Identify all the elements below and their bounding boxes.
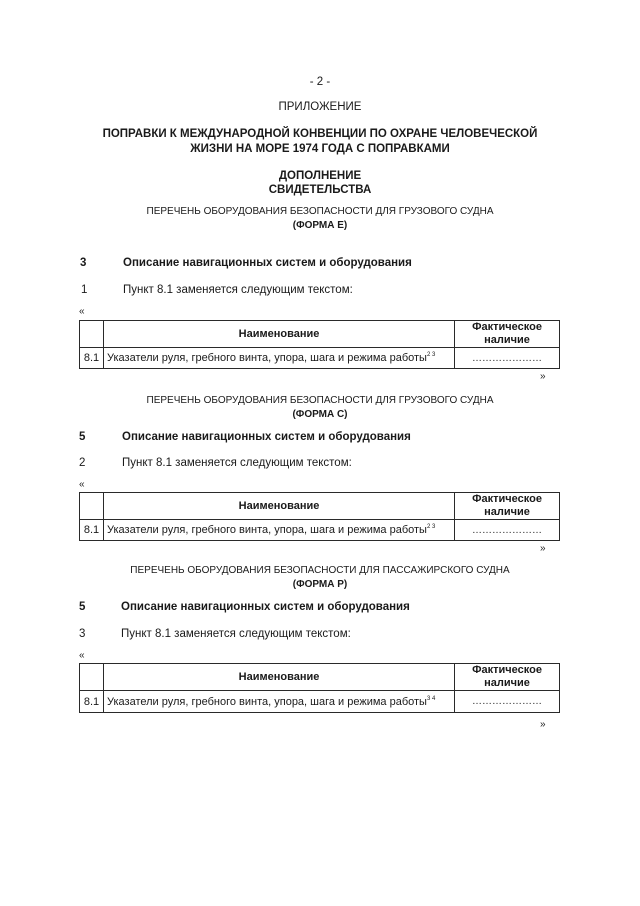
addendum-title xyxy=(0,169,640,197)
annex-label: ПРИЛОЖЕНИЕ xyxy=(278,101,362,113)
open-quote: « xyxy=(79,479,85,490)
table-header-row xyxy=(80,321,560,348)
header-actual-cell xyxy=(455,664,560,691)
header-actual-line-1: Фактическое xyxy=(472,493,542,505)
footnote-marker: 2 3 xyxy=(426,352,436,358)
item-number-cell: 8.1 xyxy=(80,348,104,369)
section-number: 5 xyxy=(79,431,86,443)
header-name-cell: Наименование xyxy=(103,493,454,520)
item-name: Указатели руля, гребного винта, упора, шага и режима работы xyxy=(106,352,427,364)
section-title: Описание навигационных систем и оборудования xyxy=(123,257,412,269)
close-quote: » xyxy=(540,371,546,382)
equipment-table xyxy=(79,492,560,541)
section-title: Описание навигационных систем и оборудования xyxy=(122,431,411,443)
paragraph-text: Пункт 8.1 заменяется следующим текстом: xyxy=(122,457,352,469)
close-quote: » xyxy=(540,719,546,730)
paragraph-text: Пункт 8.1 заменяется следующим текстом: xyxy=(121,628,351,640)
actual-value-cell: ………………… xyxy=(455,691,560,713)
form-label: (ФОРМА Р) xyxy=(292,579,348,590)
table-header-row xyxy=(80,493,560,520)
list-title: ПЕРЕЧЕНЬ ОБОРУДОВАНИЯ БЕЗОПАСНОСТИ ДЛЯ ПАССАЖИРСКОГО СУДНА xyxy=(130,565,510,576)
header-actual-line-2: наличие xyxy=(484,677,530,689)
item-name: Указатели руля, гребного винта, упора, шага и режима работы xyxy=(106,695,427,708)
header-actual-line-1: Фактическое xyxy=(472,321,542,333)
section-number: 5 xyxy=(79,601,86,613)
paragraph-number: 3 xyxy=(79,628,86,640)
paragraph-number: 2 xyxy=(79,457,86,469)
list-heading xyxy=(0,564,640,592)
header-actual-cell xyxy=(455,321,560,348)
list-heading xyxy=(0,394,640,422)
close-quote: » xyxy=(540,543,546,554)
item-name: Указатели руля, гребного винта, упора, шага и режима работы xyxy=(106,524,427,536)
table-header-row xyxy=(80,664,560,691)
actual-value-cell: ………………… xyxy=(455,348,560,369)
table-row xyxy=(80,691,560,713)
header-name-cell: Наименование xyxy=(103,664,454,691)
equipment-table xyxy=(79,663,560,713)
header-actual-line-2: наличие xyxy=(484,334,530,346)
addendum-line-2: СВИДЕТЕЛЬСТВА xyxy=(268,184,372,196)
list-heading xyxy=(0,205,640,233)
list-title: ПЕРЕЧЕНЬ ОБОРУДОВАНИЯ БЕЗОПАСНОСТИ ДЛЯ ГРУЗОВОГО СУДНА xyxy=(146,395,494,406)
table-row xyxy=(80,348,560,369)
item-name-cell xyxy=(103,520,454,541)
open-quote: « xyxy=(79,650,85,661)
addendum-line-1: ДОПОЛНЕНИЕ xyxy=(278,170,362,182)
section-number: 3 xyxy=(80,257,87,269)
main-title xyxy=(0,127,640,157)
main-title-line-1: ПОПРАВКИ К МЕЖДУНАРОДНОЙ КОНВЕНЦИИ ПО ОХРАНЕ ЧЕЛОВЕЧЕСКОЙ xyxy=(102,128,538,140)
form-label: (ФОРМА E) xyxy=(292,220,348,231)
header-item-cell xyxy=(80,493,104,520)
section-title: Описание навигационных систем и оборудования xyxy=(121,601,410,613)
actual-value-cell: ………………… xyxy=(455,520,560,541)
footnote-marker: 3 4 xyxy=(426,695,436,702)
header-actual-line-2: наличие xyxy=(484,506,530,518)
form-label: (ФОРМА С) xyxy=(292,409,348,420)
main-title-line-2: ЖИЗНИ НА МОРЕ 1974 ГОДА С ПОПРАВКАМИ xyxy=(190,143,450,155)
item-number-cell: 8.1 xyxy=(80,691,104,713)
header-actual-line-1: Фактическое xyxy=(472,664,542,676)
page-number: - 2 - xyxy=(309,76,331,88)
header-item-cell xyxy=(80,664,104,691)
list-title: ПЕРЕЧЕНЬ ОБОРУДОВАНИЯ БЕЗОПАСНОСТИ ДЛЯ ГРУЗОВОГО СУДНА xyxy=(146,206,494,217)
item-name-cell xyxy=(103,348,454,369)
header-name-cell: Наименование xyxy=(103,321,454,348)
header-item-cell xyxy=(80,321,104,348)
header-actual-cell xyxy=(455,493,560,520)
item-name-cell xyxy=(103,691,454,713)
paragraph-text: Пункт 8.1 заменяется следующим текстом: xyxy=(123,284,353,296)
open-quote: « xyxy=(79,306,85,317)
paragraph-number: 1 xyxy=(81,284,88,296)
item-number-cell: 8.1 xyxy=(80,520,104,541)
footnote-marker: 2 3 xyxy=(426,524,436,530)
equipment-table xyxy=(79,320,560,369)
table-row xyxy=(80,520,560,541)
